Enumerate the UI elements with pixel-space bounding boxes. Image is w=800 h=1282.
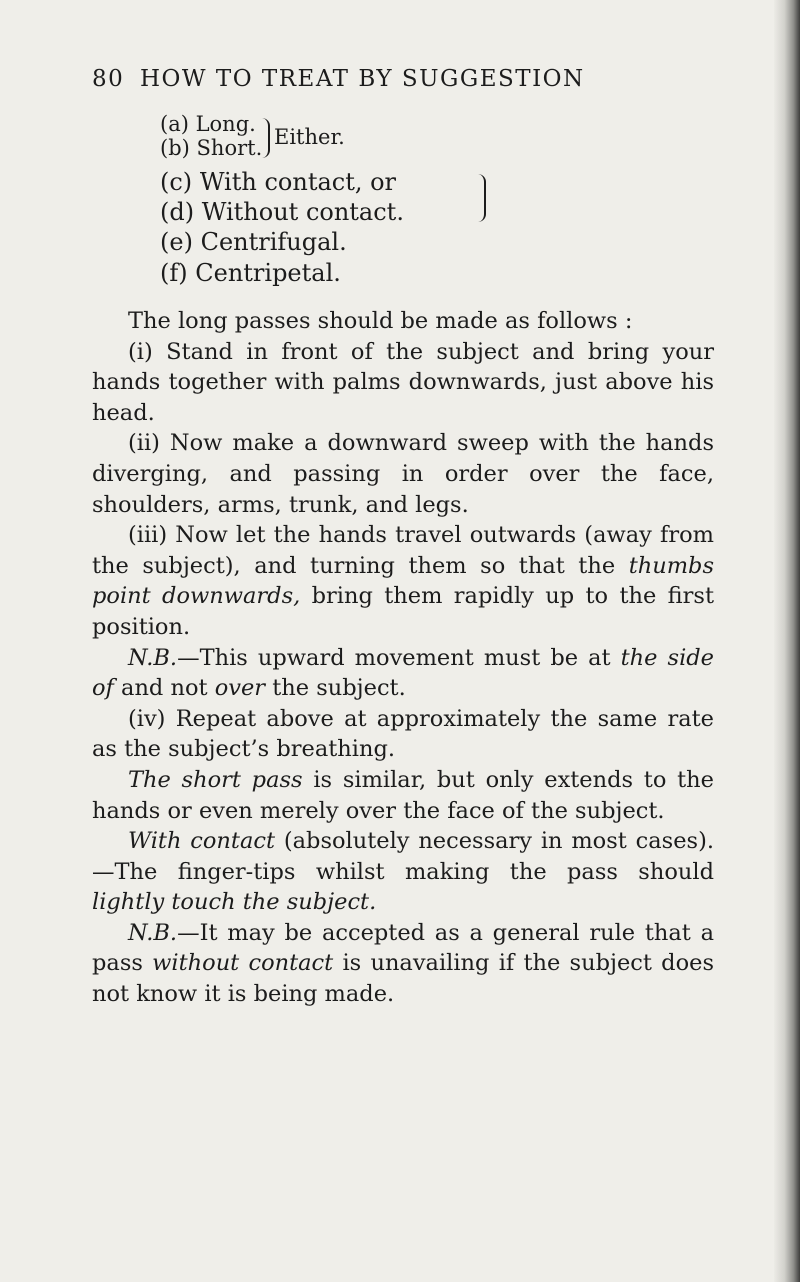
paragraph-short-pass: [92, 765, 714, 826]
emphasis-over: over: [214, 675, 266, 702]
text-run: (iii) Now let the hands travel outwards (away from the subject), and turning them so that the: [92, 522, 714, 579]
option-e: [160, 228, 347, 256]
option-text: Short.: [196, 136, 263, 160]
paragraph-step-1: (i) Stand in front of the subject and bring your hands together with palms downwards, just above his head.: [92, 338, 714, 426]
paragraph-with-contact: [92, 826, 714, 918]
text-run: (absolutely necessary in most cases).—The finger-tips whilst making the pass should: [92, 828, 714, 885]
paragraph-step-3: [92, 520, 714, 642]
text-run: bring them rapidly up to the first position.: [92, 583, 715, 640]
paragraph-nb-1: [92, 643, 714, 704]
emphasis-thumbs-point-downwards: thumbs point downwards,: [92, 552, 714, 610]
option-text: Without contact.: [201, 198, 404, 226]
emphasis-side-of: the side of: [92, 644, 714, 702]
option-text: With contact, or: [199, 168, 397, 196]
page-number: 80: [92, 66, 125, 92]
emphasis-without-contact: without contact: [152, 950, 334, 977]
text-run: the subject.: [265, 675, 406, 702]
option-a: [160, 112, 256, 136]
option-text: Centripetal.: [195, 259, 341, 287]
option-letter: (b): [160, 136, 190, 160]
brace-either: [260, 118, 270, 158]
text-run: —It may be accepted as a general rule that a pass: [92, 919, 714, 977]
text-run: is similar, but only extends to the hands or even merely over the face of the subject.: [92, 766, 714, 824]
text-run: and not: [113, 675, 215, 702]
paragraph-step-4: (iv) Repeat above at approximately the same rate as the subject’s breathing.: [92, 705, 714, 763]
emphasis-lightly-touch: lightly touch the subject.: [92, 889, 377, 916]
running-title: HOW TO TREAT BY SUGGESTION: [140, 66, 585, 92]
either-label: Either.: [274, 125, 345, 149]
option-f: [160, 259, 341, 287]
nb-label: N.B.: [128, 919, 178, 946]
paragraph-intro: The long passes should be made as follows :: [128, 308, 633, 334]
option-text: Centrifugal.: [200, 228, 347, 256]
option-letter: (a): [160, 112, 189, 136]
paragraph-nb-2: [92, 918, 714, 1010]
option-letter: (d): [160, 198, 195, 226]
brace-contact: [476, 174, 486, 222]
pass-types-list: [0, 0, 800, 320]
body-text: [92, 306, 714, 1010]
nb-label: N.B.: [128, 644, 178, 671]
option-c: [160, 168, 396, 196]
option-letter: (e): [160, 228, 193, 256]
option-letter: (f): [160, 259, 188, 287]
paragraph-step-2: (ii) Now make a downward sweep with the hands diverging, and passing in order over the face, shoulders, arms, trunk, and legs.: [92, 430, 714, 518]
emphasis-with-contact: With contact: [128, 828, 276, 855]
option-text: Long.: [195, 112, 256, 136]
option-b: [160, 136, 262, 160]
option-letter: (c): [160, 168, 193, 196]
text-run: is unavailing if the subject does not know it is being made.: [92, 950, 714, 1008]
option-d: [160, 198, 404, 226]
emphasis-short-pass: The short pass: [128, 766, 303, 793]
text-run: —This upward movement must be at: [177, 644, 621, 671]
